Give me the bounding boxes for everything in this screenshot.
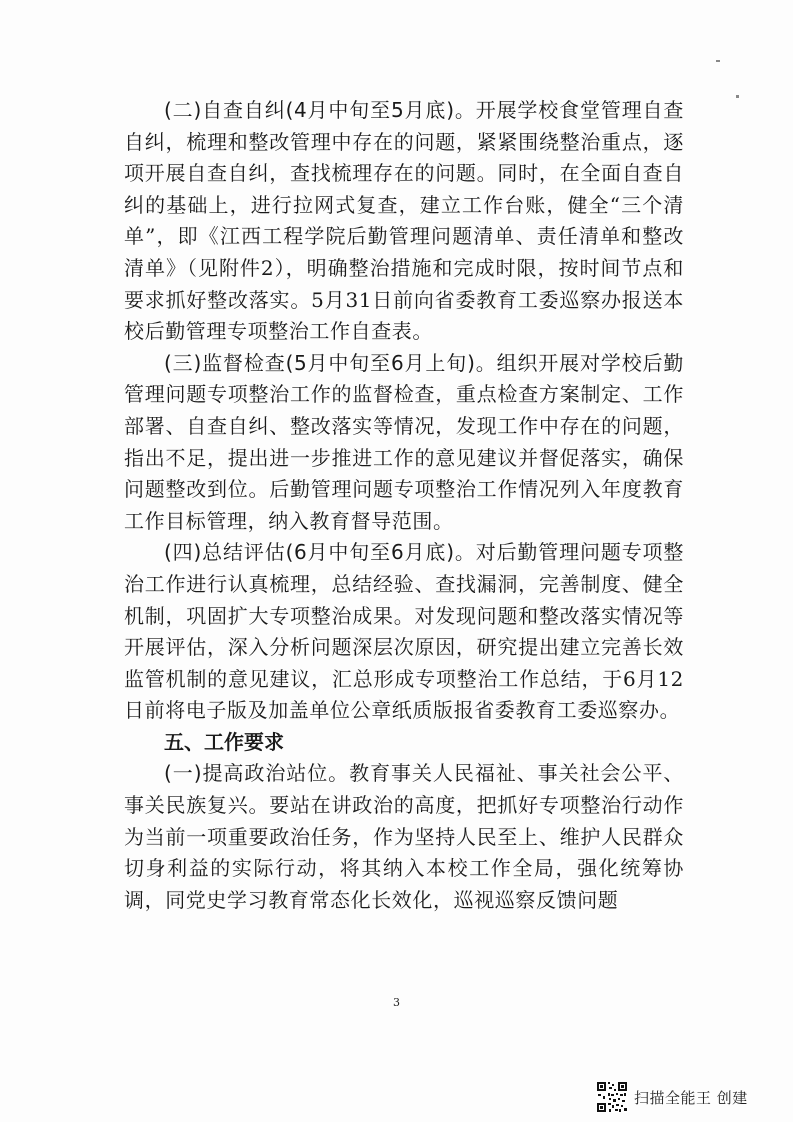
paragraph-text: 对后勤管理问题专项整治工作进行认真梳理，总结经验、查找漏洞，完善制度、健全机制，巩固扩大专项整治成果。对发现问题和整改落实情况等开展评估，深入分析问题深层次原因，研究提出建立完善长效监管机制的意见建议，汇总形成专项整治工作总结，于6月12日前将电子版及加盖单位公章纸质版报省委教育工委巡察办。 (124, 540, 684, 723)
scan-speck (736, 95, 739, 98)
paragraph-lead: (一)提高政治站位。 (164, 761, 350, 786)
paragraph-supervision (124, 348, 684, 538)
paragraph-text: 组织开展对学校后勤管理问题专项整治工作的监督检查，重点检查方案制定、工作部署、自查自纠、整改落实等情况，发现工作中存在的问题，指出不足，提出进一步推进工作的意见建议并督促落实，确保问题整改到位。后勤管理问题专项整治工作情况列入年度教育工作目标管理，纳入教育督导范围。 (124, 350, 685, 533)
watermark-label: 扫描全能王 创建 (634, 1088, 748, 1107)
paragraph-summary-evaluation (124, 537, 684, 727)
paragraph-lead: (四)总结评估(6月中旬至6月底)。 (164, 540, 476, 565)
scan-speck (716, 60, 720, 62)
page-number: 3 (393, 996, 400, 1009)
section-heading: 五、工作要求 (164, 729, 284, 754)
document-body (124, 95, 684, 916)
scanner-watermark (596, 1077, 748, 1117)
paragraph-lead: (二)自查自纠(4月中旬至5月底)。 (164, 98, 476, 122)
paragraph-text: 开展学校食堂管理自查自纠，梳理和整改管理中存在的问题，紧紧围绕整治重点，逐项开展自查自纠，查找梳理存在的问题。同时，在全面自查自纠的基础上，进行拉网式复查，建立工作台账，健全“三个清单”，即《江西工程学院后勤管理问题清单、责任清单和整改清单》（见附件2），明确整治措施和完成时限，按时间节点和要求抓好整改落实。5月31日前向省委教育工委巡察办报送本校后勤管理专项整治工作自查表。 (124, 98, 684, 344)
paragraph-lead: (三)监督检查(5月中旬至6月上旬)。 (164, 350, 497, 375)
paragraph-text: 教育事关人民福祉、事关社会公平、事关民族复兴。要站在讲政治的高度，把抓好专项整治行动作为当前一项重要政治任务，作为坚持人民至上、维护人民群众切身利益的实际行动，将其纳入本校工作全局，强化统筹协调，同党史学习教育常态化长效化，巡视巡察反馈问题 (124, 761, 684, 912)
qr-code-icon (596, 1081, 628, 1113)
paragraph-self-inspection (124, 95, 684, 348)
paragraph-political-stance (124, 758, 684, 916)
